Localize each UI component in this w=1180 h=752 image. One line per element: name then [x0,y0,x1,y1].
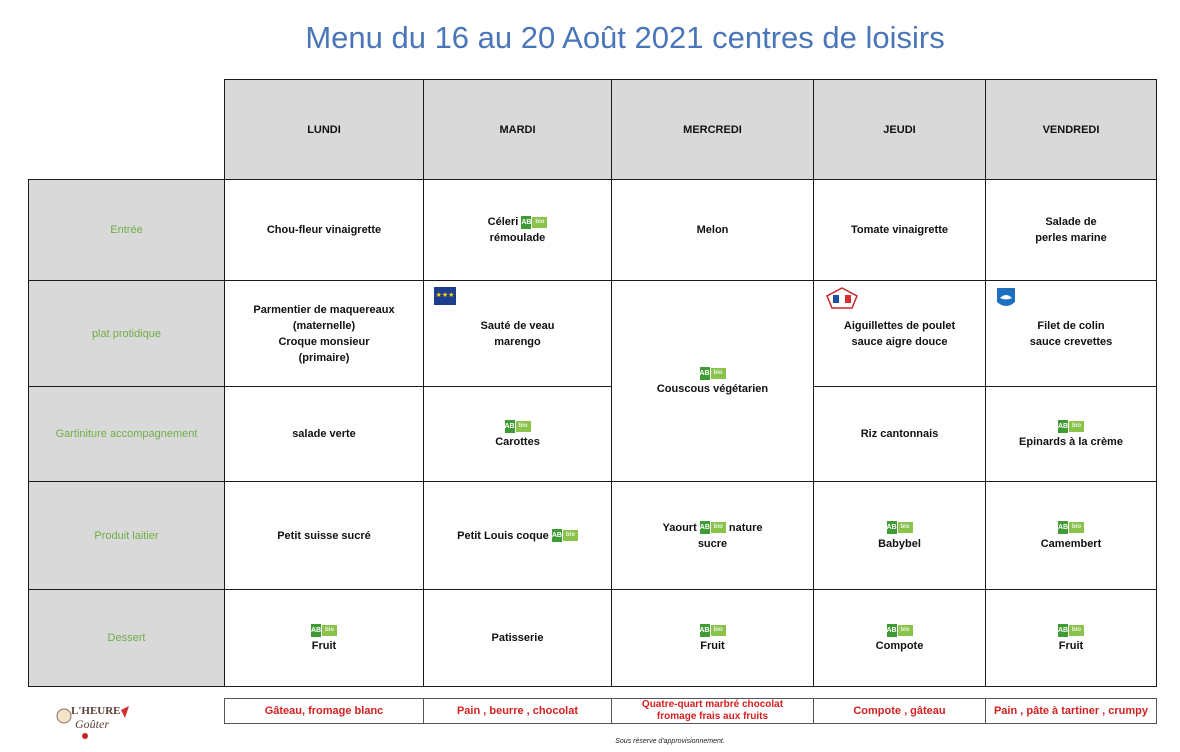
plat-mercredi: Couscous végétarien [656,383,769,395]
day-header-jeudi: JEUDI [814,80,986,180]
day-header-vendredi: VENDREDI [986,80,1157,180]
header-row [29,80,1157,180]
dessert-mercredi [612,590,814,687]
laitier-mercredi [612,482,814,590]
bio-label-icon: AB bio [887,521,913,534]
garniture-mardi [424,387,612,482]
row-label-laitier: Produit laitier [29,482,225,590]
row-garniture [29,387,1157,482]
gouter-mercredi-line1: Quatre-quart marbré chocolat [641,699,784,710]
bio-label-icon: AB bio [1058,420,1084,433]
row-entree [29,180,1157,281]
row-dessert [29,590,1157,687]
plat-jeudi-line1: Aiguillettes de poulet [843,319,956,332]
plat-lundi-line3: Croque monsieur [278,335,370,348]
day-header-lundi: LUNDI [225,80,424,180]
gouter-mercredi [612,699,814,724]
row-label-garniture: Gartiniture accompagnement [29,387,225,482]
bio-label-icon: AB bio [1058,521,1084,534]
plat-jeudi [814,281,986,387]
corner-cell [29,80,225,180]
laitier-mercredi-line2: nature [728,521,763,534]
entree-mardi [424,180,612,281]
day-header-mardi: MARDI [424,80,612,180]
gouter-lundi: Gâteau, fromage blanc [225,699,424,724]
viande-francaise-label-icon [824,287,860,309]
page-title: Menu du 16 au 20 Août 2021 centres de loisirs [305,20,945,55]
laitier-jeudi [814,482,986,590]
laitier-vendredi [986,482,1157,590]
day-header-mercredi: MERCREDI [612,80,814,180]
bio-label-icon: AB bio [311,624,337,637]
svg-text:Goûter: Goûter [75,717,109,731]
plat-mardi [424,281,612,387]
dessert-lundi-text: Fruit [311,640,337,652]
gouter-mardi: Pain , beurre , chocolat [424,699,612,724]
entree-vendredi-line1: Salade de [1045,216,1097,228]
menu-table [28,79,1157,687]
entree-mardi-line1: Céleri [487,216,519,228]
laitier-mardi [424,482,612,590]
laitier-lundi: Petit suisse sucré [225,482,424,590]
bio-label-icon: AB bio [1058,624,1084,637]
bio-label-icon: AB bio [887,624,913,637]
laitier-jeudi-text: Babybel [878,537,921,550]
garniture-mardi-text: Carottes [495,436,540,448]
dessert-mardi: Patisserie [424,590,612,687]
dessert-jeudi-text: Compote [875,640,924,652]
plat-mardi-line2: marengo [494,335,541,348]
laitier-mardi-text: Petit Louis coque [457,529,549,542]
entree-mercredi: Melon [612,180,814,281]
plat-vendredi-line2: sauce crevettes [1029,335,1113,348]
gouter-vendredi: Pain , pâte à tartiner , crumpy [986,699,1157,724]
plat-lundi-line4: (primaire) [298,351,350,364]
row-laitier [29,482,1157,590]
garniture-jeudi: Riz cantonnais [814,387,986,482]
bio-label-icon: AB bio [700,521,726,534]
dessert-lundi [225,590,424,687]
entree-mardi-line2: rémoulade [489,232,546,244]
heure-du-gouter-logo [55,700,133,740]
plat-mardi-line1: Sauté de veau [480,319,555,332]
entree-vendredi [986,180,1157,281]
gouter-row [225,699,1157,724]
svg-text:L'HEURE: L'HEURE [71,705,121,717]
entree-lundi: Chou-fleur vinaigrette [225,180,424,281]
plat-garniture-mercredi [612,281,814,482]
plat-lundi-line2: (maternelle) [292,319,356,332]
plat-lundi [225,281,424,387]
garniture-vendredi-text: Epinards à la crème [1019,436,1123,448]
gouter-mercredi-line2: fromage frais aux fruits [656,711,769,722]
row-label-dessert: Dessert [29,590,225,687]
laitier-mercredi-line3: sucre [697,537,728,550]
bio-label-icon: AB bio [521,216,547,229]
msc-fish-label-icon [996,287,1016,309]
row-plat [29,281,1157,387]
entree-jeudi: Tomate vinaigrette [814,180,986,281]
laitier-mercredi-line1: Yaourt [662,521,697,534]
footnote: Sous réserve d'approvisionnement. [615,738,725,745]
bio-label-icon: AB bio [552,529,578,542]
bio-label-icon: AB bio [505,420,531,433]
gouter-table [224,698,1157,724]
bio-label-icon: AB bio [700,367,726,380]
dessert-vendredi-text: Fruit [1058,640,1084,652]
plat-jeudi-line2: sauce aigre douce [851,335,948,348]
plat-vendredi [986,281,1157,387]
row-label-plat: plat protidique [29,281,225,387]
dessert-vendredi [986,590,1157,687]
bio-label-icon: AB bio [700,624,726,637]
gouter-jeudi: Compote , gâteau [814,699,986,724]
dessert-mercredi-text: Fruit [700,640,725,652]
row-label-entree: Entrée [29,180,225,281]
garniture-lundi: salade verte [225,387,424,482]
laitier-vendredi-text: Camembert [1040,537,1102,550]
plat-vendredi-line1: Filet de colin [1037,319,1105,332]
dessert-jeudi [814,590,986,687]
garniture-vendredi [986,387,1157,482]
plat-lundi-line1: Parmentier de maquereaux [253,303,395,316]
eu-flag-icon: ★★★ [434,287,456,305]
entree-vendredi-line2: perles marine [1035,232,1107,244]
